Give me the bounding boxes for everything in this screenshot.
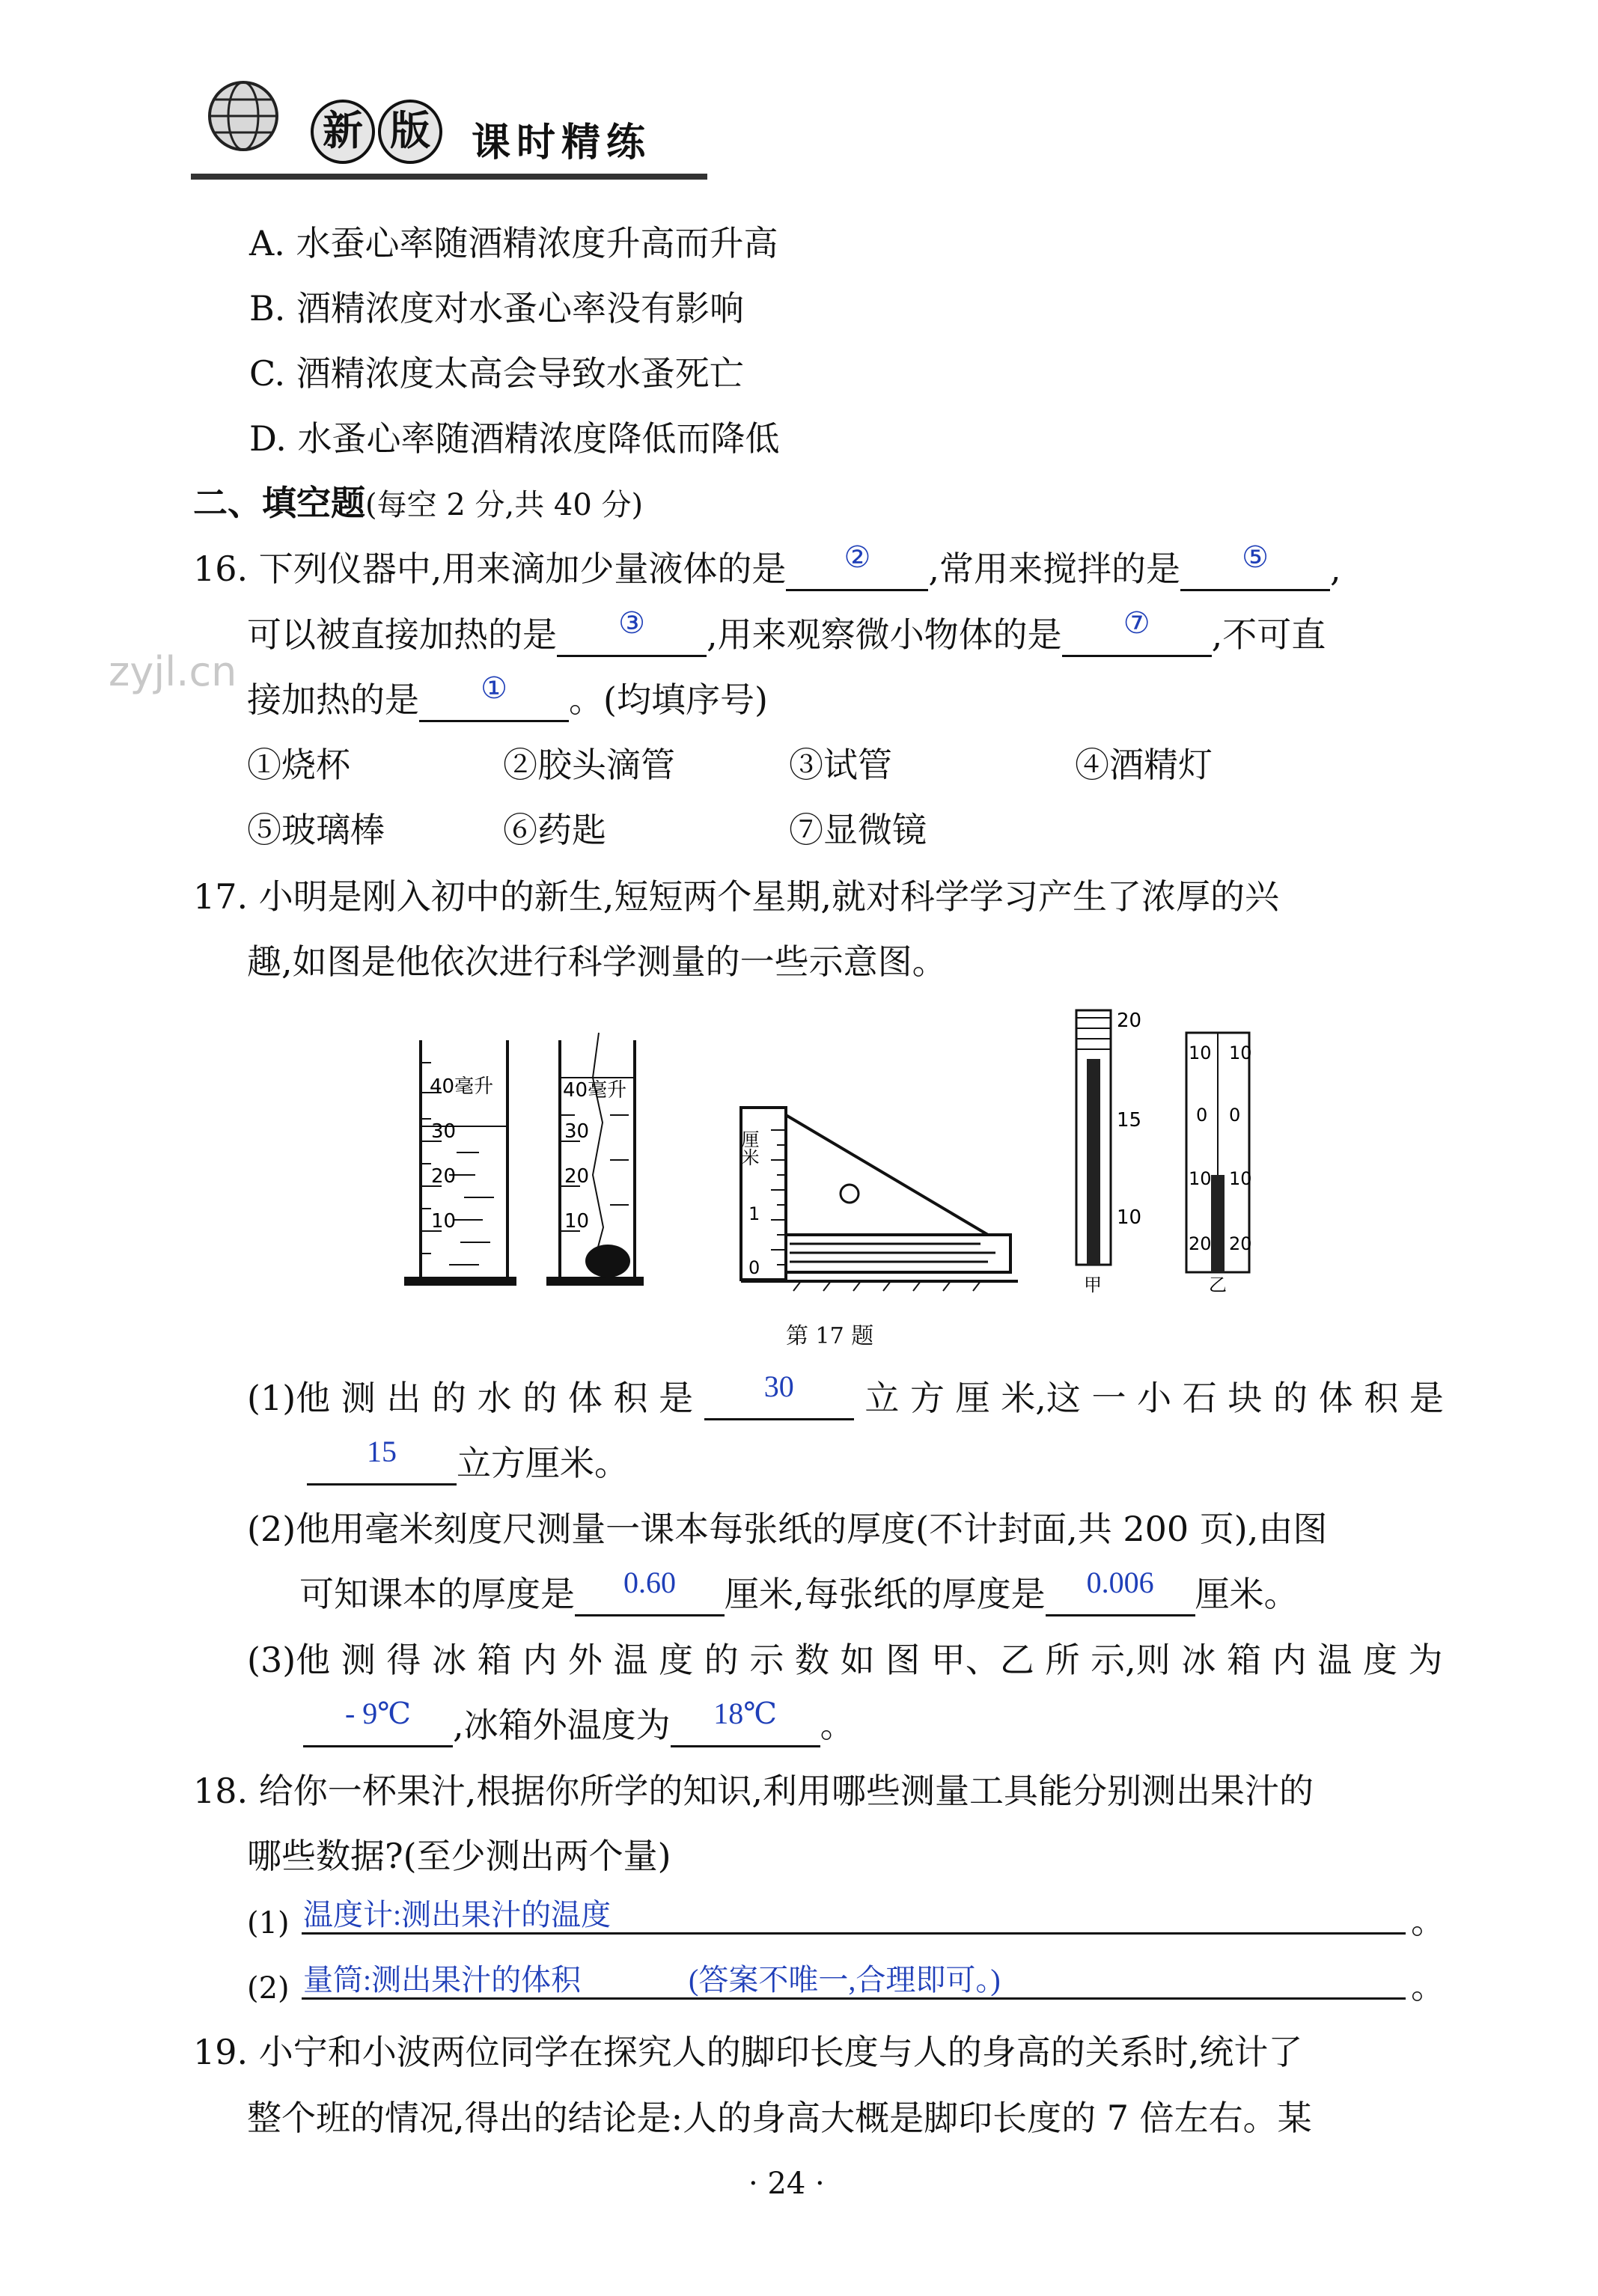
- q16-text7: 接加热的是: [247, 680, 419, 720]
- q17-s1-text3: 立方厘米。: [457, 1443, 629, 1483]
- q17-s3-answer1: - 9℃: [344, 1697, 412, 1730]
- q16-answer1: ②: [844, 540, 871, 574]
- q16-answer4: ⑦: [1123, 606, 1150, 640]
- q18-row1-end: 。: [1411, 1901, 1445, 1941]
- q17-s1-line2: [307, 1435, 629, 1486]
- q16-text1: 16. 下列仪器中,用来滴加少量液体的是: [193, 549, 787, 589]
- q17-s2-line1: (2)他用毫米刻度尺测量一课本每张纸的厚度(不计封面,共 200 页),由图: [247, 1509, 1328, 1549]
- therm-yi-tick-10a-r: 10: [1229, 1042, 1252, 1063]
- q16-item-3: ③试管: [789, 745, 892, 785]
- therm-yi-tick-10b-r: 10: [1229, 1168, 1252, 1189]
- header-rule: [191, 174, 707, 180]
- therm-yi-tick-0: 0: [1196, 1105, 1208, 1126]
- q17-s1-text2: 立 方 厘 米,这 一 小 石 块 的 体 积 是: [864, 1378, 1444, 1418]
- q17-s2-blank1: [575, 1566, 725, 1616]
- thermometer-jia: [1076, 1010, 1141, 1295]
- q17-line2: 趣,如图是他依次进行科学测量的一些示意图。: [247, 941, 947, 982]
- globe-icon: [202, 75, 284, 157]
- graduated-cylinder-1: [404, 1040, 516, 1286]
- cyl1-tick-20: 20: [431, 1165, 457, 1188]
- q16-blank3: [557, 606, 707, 657]
- option-d: D. 水蚤心率随酒精浓度降低而降低: [249, 418, 780, 459]
- q16-answer5: ①: [481, 671, 507, 705]
- q17-s1-blank2: [307, 1435, 457, 1486]
- q17-s3-blank2: [671, 1697, 820, 1747]
- q18-row2-line: [302, 1997, 1406, 2000]
- q17-s1-blank1: [704, 1370, 854, 1420]
- q16-text4: 可以被直接加热的是: [247, 614, 557, 655]
- q18-line1: 18. 给你一杯果汁,根据你所学的知识,利用哪些测量工具能分别测出果汁的: [193, 1771, 1314, 1811]
- q17-s3-line1: (3)他 测 得 冰 箱 内 外 温 度 的 示 数 如 图 甲、乙 所 示,则 冰 箱 内 温 度 为: [247, 1640, 1443, 1680]
- header-badge-xin: 新: [311, 100, 375, 164]
- q16-line3: [247, 671, 768, 722]
- q17-s3-answer2: 18℃: [713, 1697, 777, 1730]
- ruler-book-setup: [738, 1108, 1018, 1291]
- q19-line2: 整个班的情况,得出的结论是:人的身高大概是脚印长度的 7 倍左右。某: [247, 2098, 1312, 2138]
- q16-text5: ,用来观察微小物体的是: [707, 614, 1062, 655]
- therm-jia-name: 甲: [1084, 1274, 1102, 1295]
- q17-s3-line2: [303, 1697, 855, 1747]
- option-a: A. 水蚕心率随酒精浓度升高而升高: [249, 223, 778, 263]
- therm-yi-tick-20: 20: [1189, 1233, 1212, 1254]
- section-note: (每空 2 分,共 40 分): [365, 488, 644, 522]
- q17-s2-text2: 厘米,每张纸的厚度是: [725, 1574, 1046, 1614]
- q17-s3-blank1: [303, 1697, 453, 1747]
- q16-blank5: [419, 671, 569, 722]
- header-title: 课时精练: [472, 120, 652, 165]
- ruler-unit: 厘米: [738, 1130, 759, 1166]
- q16-blank1: [786, 540, 928, 591]
- q16-item-2: ②胶头滴管: [503, 745, 675, 785]
- q16-answer2: ⑤: [1242, 540, 1269, 574]
- q18-row2-label: (2): [247, 1971, 290, 2006]
- q17-figure: [397, 1003, 1295, 1310]
- cyl2-tick-10: 10: [564, 1210, 590, 1233]
- q18-row1: [247, 1899, 290, 1946]
- q18-row2-end: 。: [1411, 1966, 1445, 2006]
- cyl1-tick-30: 30: [431, 1120, 457, 1143]
- section-heading: [193, 480, 643, 528]
- option-c: C. 酒精浓度太高会导致水蚤死亡: [249, 353, 744, 394]
- q17-s1-text1: (1)他 测 出 的 水 的 体 积 是: [247, 1378, 694, 1418]
- q17-s1-answer1: 30: [763, 1370, 794, 1403]
- q17-s3-text1: ,冰箱外温度为: [453, 1705, 671, 1745]
- cyl2-label: 40毫升: [563, 1079, 627, 1102]
- q17-s3-text2: 。: [820, 1705, 855, 1745]
- q18-row1-line: [302, 1932, 1406, 1935]
- therm-jia-tick-20: 20: [1117, 1010, 1142, 1032]
- q18-row2: [247, 1964, 290, 2011]
- q18-row1-answer: 温度计:测出果汁的温度: [303, 1898, 612, 1932]
- q16-text2: ,常用来搅拌的是: [928, 549, 1181, 589]
- q17-s1-answer2: 15: [367, 1435, 397, 1468]
- q16-text3: ,: [1330, 549, 1341, 589]
- therm-yi-tick-10b: 10: [1189, 1168, 1212, 1189]
- q19-line1: 19. 小宁和小波两位同学在探究人的脚印长度与人的身高的关系时,统计了: [193, 2032, 1303, 2072]
- q17-s2-blank2: [1046, 1566, 1195, 1616]
- q16-line2: [247, 606, 1326, 657]
- q17-s2-text3: 厘米。: [1195, 1574, 1299, 1614]
- cyl1-tick-10: 10: [431, 1210, 457, 1233]
- q17-line1: 17. 小明是刚入初中的新生,短短两个星期,就对科学学习产生了浓厚的兴: [193, 876, 1280, 917]
- q16-item-6: ⑥药匙: [503, 810, 606, 850]
- cyl1-label: 40毫升: [430, 1075, 494, 1098]
- q16-answer3: ③: [618, 606, 645, 640]
- q16-text8: 。(均填序号): [569, 680, 768, 720]
- cyl2-tick-30: 30: [564, 1120, 590, 1143]
- watermark: zyjl.cn: [109, 648, 237, 695]
- q17-s1-line1: [247, 1370, 1444, 1420]
- q17-s2-answer2: 0.006: [1086, 1566, 1154, 1599]
- header-badge-ban: 版: [378, 100, 442, 164]
- q16-item-1: ①烧杯: [247, 745, 350, 785]
- q16-blank2: [1180, 540, 1330, 591]
- graduated-cylinder-2: [546, 1033, 644, 1286]
- thermometer-yi: [1186, 1033, 1252, 1295]
- q17-s2-answer1: 0.60: [623, 1566, 676, 1599]
- therm-yi-name: 乙: [1209, 1274, 1227, 1295]
- figure-caption: 第 17 题: [786, 1323, 874, 1349]
- option-b: B. 酒精浓度对水蚤心率没有影响: [249, 288, 745, 329]
- q17-s2-text1: 可知课本的厚度是: [299, 1574, 575, 1614]
- therm-jia-tick-15: 15: [1117, 1109, 1142, 1132]
- page-number: · 24 ·: [748, 2167, 825, 2201]
- therm-yi-tick-20-r: 20: [1229, 1233, 1252, 1254]
- therm-yi-tick-0-r: 0: [1229, 1105, 1241, 1126]
- section-title: 二、填空题: [193, 483, 365, 523]
- q16-blank4: [1062, 606, 1212, 657]
- q17-s2-line2: [299, 1566, 1299, 1616]
- cyl2-tick-20: 20: [564, 1165, 590, 1188]
- q16-item-5: ⑤玻璃棒: [247, 810, 385, 850]
- q18-row2-answer: 量筒:测出果汁的体积: [303, 1963, 582, 1997]
- ruler-tick-0: 0: [748, 1257, 760, 1278]
- q16-item-7: ⑦显微镜: [789, 810, 927, 850]
- q16-item-4: ④酒精灯: [1075, 745, 1213, 785]
- q18-row1-label: (1): [247, 1906, 290, 1941]
- q18-row2-note: (答案不唯一,合理即可。): [689, 1963, 1001, 1997]
- q16-line1: [193, 540, 1341, 591]
- ruler-tick-1: 1: [748, 1203, 760, 1224]
- therm-jia-tick-10: 10: [1117, 1206, 1142, 1229]
- q16-text6: ,不可直: [1211, 614, 1326, 655]
- q18-line2: 哪些数据?(至少测出两个量): [247, 1836, 671, 1876]
- therm-yi-tick-10a: 10: [1189, 1042, 1212, 1063]
